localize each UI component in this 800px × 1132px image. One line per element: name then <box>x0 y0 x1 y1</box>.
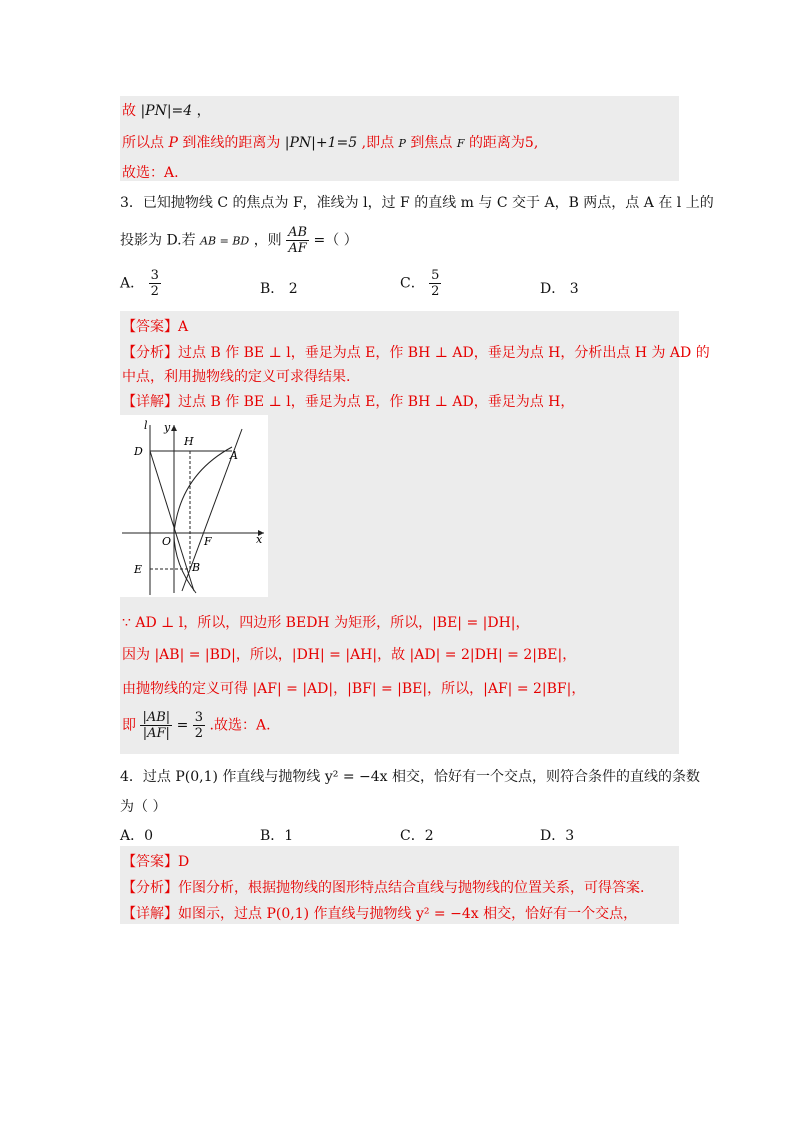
q3-step4-ratio <box>140 710 172 741</box>
q3-stem-line1: 3．已知抛物线 C 的焦点为 F，准线为 l，过 F 的直线 m 与 C 交于 A，B 两点，点 A 在 l 上的 <box>120 195 714 211</box>
q3-step4 <box>122 710 271 741</box>
label-f: F <box>204 535 212 548</box>
q3-step4-value <box>193 710 205 741</box>
q3-stem-condition: AB = BD <box>200 234 250 248</box>
label-h: H <box>184 435 194 448</box>
q3-analysis-text1: 过点 B 作 BE ⊥ l，垂足为点 E，作 BH ⊥ AD，垂足为点 H，分析出点 H 为 AD 的 <box>178 345 710 361</box>
q4-stem-line1: 4．过点 P(0,1) 作直线与抛物线 y² = −4x 相交，恰好有一个交点，则符合条件的直线的条数 <box>120 769 700 785</box>
label-o: O <box>162 535 172 548</box>
q4-stem-line2: 为（ ） <box>120 799 167 815</box>
label-y: y <box>164 421 171 434</box>
q3-option-c-fraction <box>429 268 441 299</box>
q2-line2-f: F <box>456 137 465 150</box>
q3-stem-c: =（ ） <box>313 232 358 249</box>
q2-line2-e: 的距离为5, <box>468 135 539 151</box>
q2-line2-c: ,即点 <box>361 135 395 151</box>
q2-line2-a: 所以点 <box>122 135 164 151</box>
q3-detail-line1 <box>122 391 574 411</box>
q4-option-c-text: 2 <box>424 828 434 844</box>
q3-option-c-num: 5 <box>431 268 440 283</box>
q4-analysis-text: 作图分析，根据抛物线的图形特点结合直线与抛物线的位置关系，可得答案. <box>178 880 645 896</box>
q2-line2-p: P <box>168 135 178 151</box>
q3-option-d-text: 3 <box>569 281 579 297</box>
q3-stem-b: ，则 <box>253 232 282 249</box>
label-a: A <box>230 449 238 462</box>
q2-line1-prefix: 故 <box>122 103 136 119</box>
q3-step4-prefix: 即 <box>122 717 136 734</box>
q3-stem-fraction <box>286 225 309 256</box>
q4-detail-tag: 【详解】 <box>122 906 178 922</box>
q4-option-b-text: 1 <box>284 828 294 844</box>
q3-detail-tag: 【详解】 <box>122 394 178 410</box>
label-l: l <box>144 419 148 432</box>
q3-step4-eq: = <box>176 717 189 734</box>
q3-option-d[interactable] <box>540 278 579 298</box>
q4-option-c[interactable] <box>400 825 434 845</box>
q3-option-a-den: 2 <box>150 284 159 299</box>
q4-option-a[interactable] <box>120 825 153 845</box>
label-b: B <box>192 561 201 574</box>
label-e: E <box>134 563 143 576</box>
q2-line1-suffix: ， <box>196 103 211 119</box>
q3-analysis-tag: 【分析】 <box>122 345 178 361</box>
q4-option-d[interactable] <box>540 825 574 845</box>
q3-stem-a: 投影为 D.若 <box>120 232 196 249</box>
q3-step3: 由抛物线的定义可得 |AF| = |AD|，|BF| = |BE|，所以，|AF| = 2|BF|， <box>122 681 586 697</box>
q2-line1-math: |PN|=4 <box>140 103 193 119</box>
q3-step4-suffix: .故选：A. <box>209 717 271 734</box>
q4-option-d-text: 3 <box>565 828 575 844</box>
q4-analysis-tag: 【分析】 <box>122 880 178 896</box>
q2-line2-math: |PN|+1=5 <box>284 135 358 151</box>
q3-option-a[interactable] <box>120 268 161 299</box>
q4-detail <box>122 903 637 923</box>
q2-choice-line: 故选：A. <box>122 165 179 181</box>
q3-option-b-label: B． <box>260 281 285 297</box>
q4-answer <box>122 851 189 871</box>
q3-answer-value: A <box>178 319 189 335</box>
q4-answer-value: D <box>178 854 190 870</box>
q3-analysis-line2: 中点，利用抛物线的定义可求得结果. <box>122 369 351 385</box>
q3-step2: 因为 |AB| = |BD|，所以，|DH| = |AH|，故 |AD| = 2|DH| = 2|BE|， <box>122 647 577 663</box>
q3-step4-vden: 2 <box>194 726 204 741</box>
q3-detail-text1: 过点 B 作 BE ⊥ l，垂足为点 E，作 BH ⊥ AD，垂足为点 H， <box>178 394 575 410</box>
q2-conclusion-line <box>122 100 211 120</box>
q2-line2-d: 到焦点 <box>410 135 453 151</box>
q3-step4-den: |AF| <box>142 726 170 741</box>
label-x: x <box>256 533 263 546</box>
q3-option-c[interactable] <box>400 268 441 299</box>
q3-option-b[interactable] <box>260 278 298 298</box>
q3-option-b-text: 2 <box>288 281 298 297</box>
q3-option-a-fraction <box>149 268 161 299</box>
q4-option-b[interactable] <box>260 825 293 845</box>
q2-line2-p2: P <box>398 137 406 150</box>
q3-answer-tag: 【答案】 <box>122 319 178 335</box>
label-d: D <box>134 445 143 458</box>
q3-frac-den: AF <box>288 241 307 256</box>
q3-step1: ∵ AD ⊥ l，所以，四边形 BEDH 为矩形，所以，|BE| = |DH|， <box>122 615 530 631</box>
q4-answer-tag: 【答案】 <box>122 854 178 870</box>
q4-option-d-label: D． <box>540 828 566 844</box>
q4-analysis <box>122 877 644 897</box>
q3-option-c-label: C． <box>400 275 425 292</box>
q3-analysis-line1 <box>122 342 710 362</box>
q3-answer <box>122 316 188 336</box>
q4-option-c-label: C． <box>400 828 425 844</box>
line-db <box>150 451 194 591</box>
q3-stem-line2 <box>120 225 358 256</box>
q2-distance-line <box>122 132 538 152</box>
q3-option-a-num: 3 <box>150 268 159 283</box>
q3-option-c-den: 2 <box>431 284 440 299</box>
q4-option-a-text: 0 <box>144 828 154 844</box>
q4-option-a-label: A． <box>120 828 145 844</box>
q3-frac-num: AB <box>288 225 308 240</box>
q3-option-d-label: D． <box>540 281 566 297</box>
q3-parabola-figure <box>120 415 268 597</box>
q4-option-b-label: B． <box>260 828 285 844</box>
q3-option-a-label: A． <box>120 275 145 292</box>
q3-step4-vnum: 3 <box>194 710 204 725</box>
q3-step4-num: |AB| <box>142 710 171 725</box>
parabola-curve <box>174 447 232 593</box>
q2-line2-b: 到准线的距离为 <box>182 135 281 151</box>
q4-detail-text: 如图示，过点 P(0,1) 作直线与抛物线 y² = −4x 相交，恰好有一个交点， <box>178 906 638 922</box>
